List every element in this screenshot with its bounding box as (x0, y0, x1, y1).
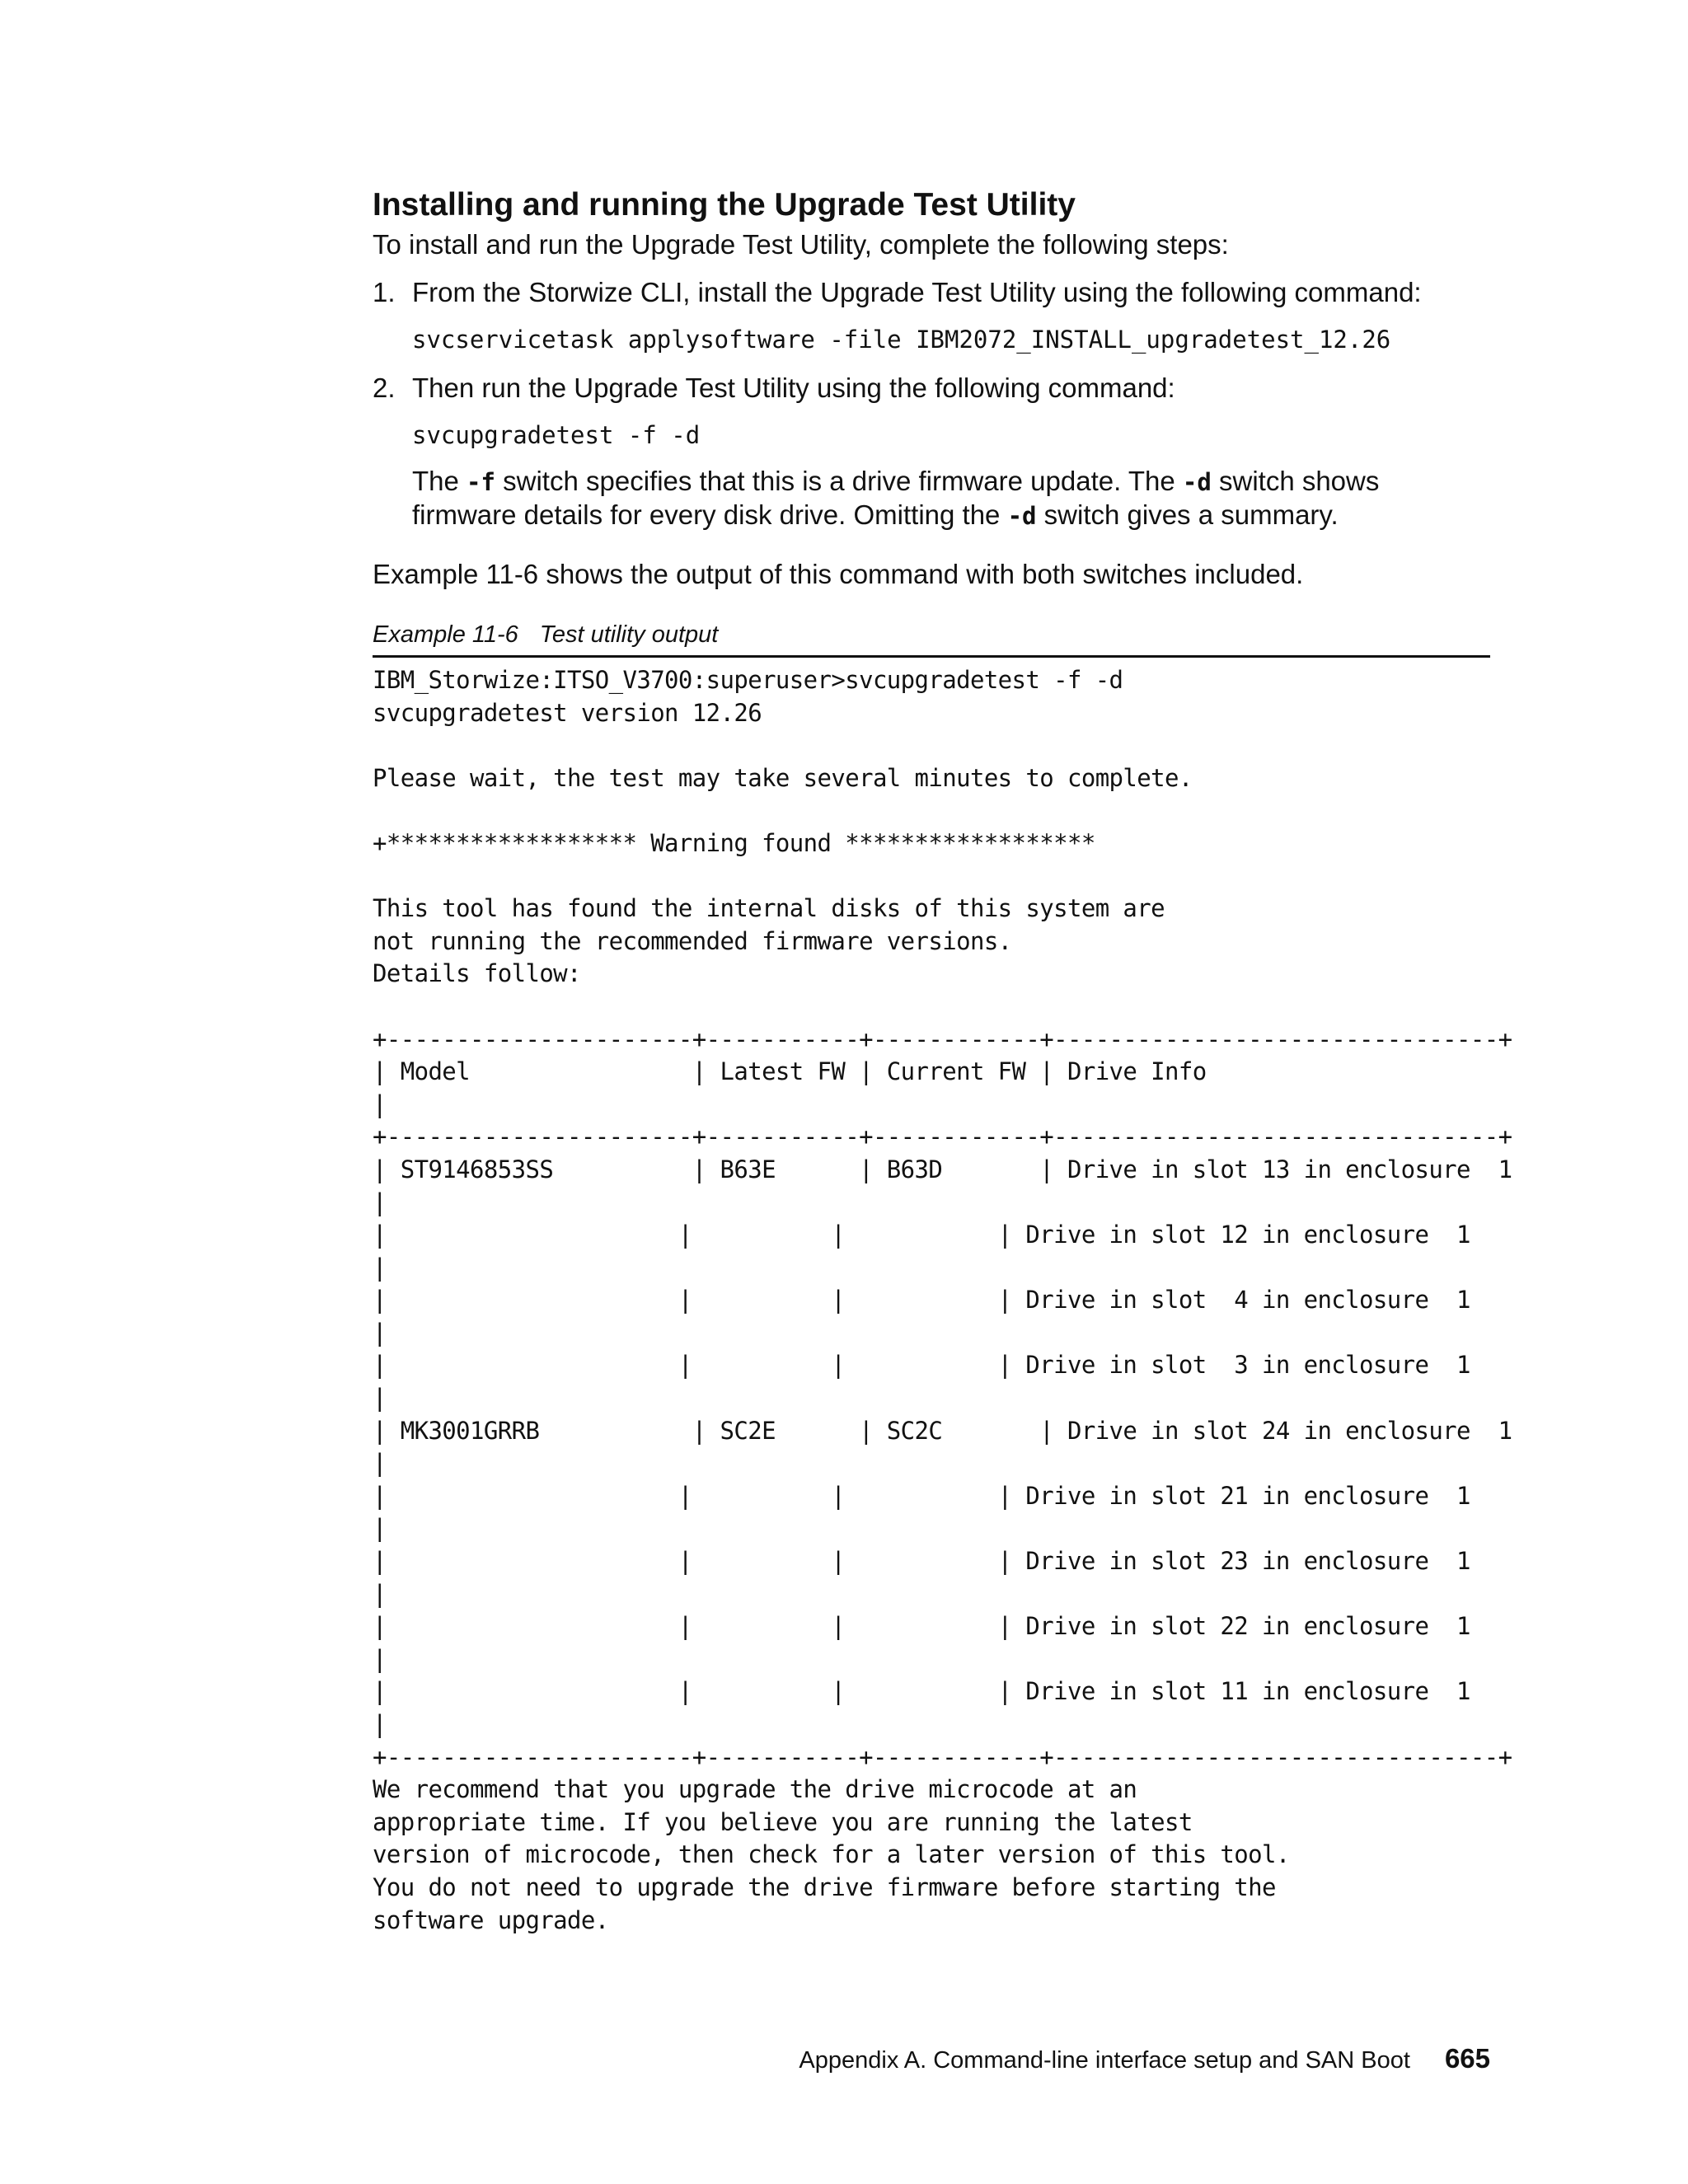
output-line: | | | | Drive in slot 4 in enclosure 1 (373, 1286, 1470, 1315)
section-heading: Installing and running the Upgrade Test Utility (373, 187, 1076, 223)
output-line: | (373, 1318, 387, 1347)
switch-f: -f (467, 468, 495, 496)
output-line: Please wait, the test may take several minutes to complete. (373, 763, 1193, 792)
step-number: 2. (373, 373, 396, 403)
output-line: This tool has found the internal disks of this system are (373, 894, 1165, 923)
caption-title: Test utility output (539, 621, 719, 648)
switch-d: -d (1182, 468, 1212, 496)
note-text: switch shows firmware details for every disk drive. Omitting the (412, 466, 1380, 530)
output-line: | | | | Drive in slot 22 in enclosure 1 (373, 1612, 1470, 1641)
output-line (373, 794, 1490, 827)
output-line: +****************** Warning found ****************** (373, 828, 1095, 857)
example-intro: Example 11-6 shows the output of this command with both switches included. (373, 559, 1304, 589)
step-number: 1. (373, 277, 396, 307)
output-line: | | | | Drive in slot 21 in enclosure 1 (373, 1481, 1470, 1510)
output-line (373, 860, 1490, 893)
example-caption (373, 619, 1490, 658)
switch-d: -d (1007, 502, 1037, 530)
note-text: switch specifies that this is a drive firmware update. The (495, 466, 1183, 496)
footer-text: Appendix A. Command-line interface setup and SAN Boot (799, 2047, 1410, 2074)
step-1 (373, 275, 1490, 356)
output-line: Details follow: (373, 959, 581, 988)
step-2 (373, 371, 1490, 532)
run-command: svcupgradetest -f -d (412, 421, 701, 449)
output-line: +----------------------+-----------+------------+--------------------------------+ (373, 1742, 1512, 1771)
note-text: switch gives a summary. (1036, 499, 1339, 530)
output-line: not running the recommended firmware versions. (373, 926, 1012, 955)
page-content (373, 186, 1512, 1937)
output-line: | | | | Drive in slot 11 in enclosure 1 (373, 1677, 1470, 1706)
output-line (373, 991, 1490, 1024)
output-line: | (373, 1449, 387, 1478)
output-line: +----------------------+-----------+------------+--------------------------------+ (373, 1122, 1512, 1151)
intro-paragraph: To install and run the Upgrade Test Utility, complete the following steps: (373, 229, 1229, 260)
page-number: 665 (1444, 2043, 1490, 2074)
output-line: | (373, 1384, 387, 1413)
output-line: | ST9146853SS | B63E | B63D | Drive in slot 13 in enclosure 1 (373, 1155, 1512, 1183)
output-line: We recommend that you upgrade the drive microcode at an (373, 1775, 1137, 1804)
page-footer (799, 2042, 1490, 2077)
output-line: | (373, 1090, 387, 1118)
output-line: | (373, 1579, 387, 1608)
output-line: | (373, 1253, 387, 1282)
caption-label: Example 11-6 (373, 621, 518, 648)
cli-output-block (373, 664, 1512, 1937)
output-line: | Model | Latest FW | Current FW | Drive Info (373, 1057, 1207, 1086)
output-line: version of microcode, then check for a later version of this tool. (373, 1840, 1290, 1869)
output-line: IBM_Storwize:ITSO_V3700:superuser>svcupgradetest -f -d (373, 666, 1123, 694)
steps-list (373, 275, 1490, 532)
output-line: svcupgradetest version 12.26 (373, 698, 762, 727)
step-text: Then run the Upgrade Test Utility using the following command: (412, 373, 1175, 403)
output-line: | (373, 1188, 387, 1216)
output-line: | (373, 1710, 387, 1738)
output-line: +----------------------+-----------+------------+--------------------------------+ (373, 1024, 1512, 1053)
output-line: | | | | Drive in slot 3 in enclosure 1 (373, 1351, 1470, 1380)
switch-note (412, 465, 1490, 532)
output-line: | (373, 1644, 387, 1673)
output-line: software upgrade. (373, 1905, 609, 1934)
output-line: You do not need to upgrade the drive firmware before starting the (373, 1872, 1276, 1901)
install-command: svcservicetask applysoftware -file IBM2072_INSTALL_upgradetest_12.26 (412, 326, 1391, 354)
step-text: From the Storwize CLI, install the Upgrade Test Utility using the following command: (412, 277, 1422, 307)
output-line: appropriate time. If you believe you are running the latest (373, 1807, 1193, 1836)
output-line: | | | | Drive in slot 23 in enclosure 1 (373, 1547, 1470, 1576)
output-line: | (373, 1514, 387, 1543)
output-line: | | | | Drive in slot 12 in enclosure 1 (373, 1221, 1470, 1249)
output-line: | MK3001GRRB | SC2E | SC2C | Drive in slot 24 in enclosure 1 (373, 1416, 1512, 1445)
output-line (373, 729, 1490, 762)
note-text: The (412, 466, 467, 496)
